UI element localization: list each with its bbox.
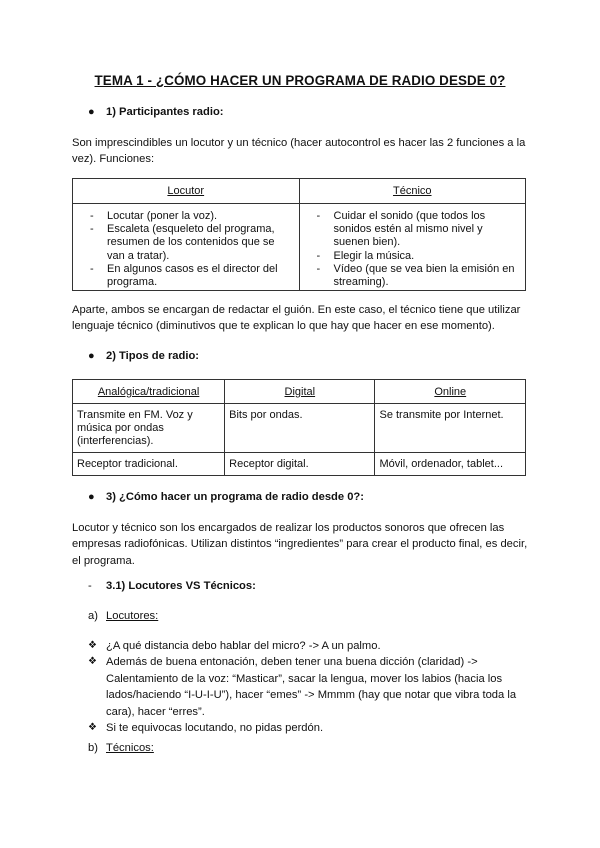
table-row xyxy=(73,404,526,453)
header-tecnico: Técnico xyxy=(299,179,526,204)
table-cell: Bits por ondas. xyxy=(225,404,375,453)
list-item: - Cuidar el sonido (que todos los sonidos estén al mismo nivel y suenen bien). xyxy=(334,210,520,250)
tecnico-functions xyxy=(299,204,526,291)
section-1-after: Aparte, ambos se encargan de redactar el guión. En este caso, el técnico tiene que utilizar lenguaje técnico (diminutivos que te explican lo que hay que hacer en ese momento). xyxy=(72,304,521,333)
list-item: - Locutar (poner la voz). xyxy=(107,210,293,223)
list-item: ❖ ¿A qué distancia debo hablar del micro? -> A un palmo. xyxy=(88,638,530,654)
list-item: - Escaleta (esqueleto del programa, resumen de los contenidos que se van a tratar). xyxy=(107,223,293,263)
locutor-functions xyxy=(73,204,300,291)
subsection-3-1-heading: - 3.1) Locutores VS Técnicos: xyxy=(88,580,256,592)
header-analogica: Analógica/tradicional xyxy=(73,380,225,404)
table-cell: Se transmite por Internet. xyxy=(375,404,526,453)
table-cell: Transmite en FM. Voz y música por ondas (interferencias). xyxy=(73,404,225,453)
bullet-icon: ● xyxy=(88,491,95,503)
list-item: - Elegir la música. xyxy=(334,250,520,263)
section-1-heading: ● 1) Participantes radio: xyxy=(88,106,224,118)
section-2-heading: ● 2) Tipos de radio: xyxy=(88,350,200,362)
subsection-b-heading: b) Técnicos: xyxy=(88,742,154,754)
diamond-bullet-icon: ❖ xyxy=(88,640,97,651)
section-3-intro: Locutor y técnico son los encargados de realizar los productos sonoros que ofrecen las empresas radiofónicas. Utilizan distintos “ingredientes” para crear el producto final, es decir, el programa. xyxy=(72,522,528,567)
subsection-a-heading: a) Locutores: xyxy=(88,610,159,622)
list-item: ❖ Además de buena entonación, deben tener una buena dicción (claridad) -> Calentamiento de la voz: “Masticar”, sacar la lengua, mover los labios (hacia los lados/haciendo “I-U-I-U”), hacer “emes” -> Mmmm (hay que notar que vibra toda la cara), hacer “erres”. xyxy=(88,656,517,718)
header-digital: Digital xyxy=(225,380,375,404)
header-online: Online xyxy=(375,380,526,404)
diamond-bullet-icon: ❖ xyxy=(88,656,97,668)
header-locutor: Locutor xyxy=(73,179,300,204)
table-cell: Receptor tradicional. xyxy=(73,453,225,476)
list-item: - Vídeo (que se vea bien la emisión en streaming). xyxy=(334,263,520,289)
table-row xyxy=(73,453,526,476)
bullet-icon: ● xyxy=(88,106,95,118)
list-item: ❖ Si te equivocas locutando, no pidas perdón. xyxy=(88,720,530,736)
dash-marker: - xyxy=(88,580,92,592)
radio-types-table xyxy=(72,379,526,476)
diamond-bullet-icon: ❖ xyxy=(88,722,97,734)
section-1-intro: Son imprescindibles un locutor y un técnico (hacer autocontrol es hacer las 2 funciones a la vez). Funciones: xyxy=(72,137,526,166)
list-item: - En algunos casos es el director del programa. xyxy=(107,263,293,289)
table-cell: Móvil, ordenador, tablet... xyxy=(375,453,526,476)
section-3-heading: ● 3) ¿Cómo hacer un programa de radio desde 0?: xyxy=(88,491,364,503)
locutores-tips-list xyxy=(88,638,530,736)
page-title: TEMA 1 - ¿CÓMO HACER UN PROGRAMA DE RADIO DESDE 0? xyxy=(94,73,506,88)
roles-table xyxy=(72,178,526,291)
bullet-icon: ● xyxy=(88,350,95,362)
table-cell: Receptor digital. xyxy=(225,453,375,476)
